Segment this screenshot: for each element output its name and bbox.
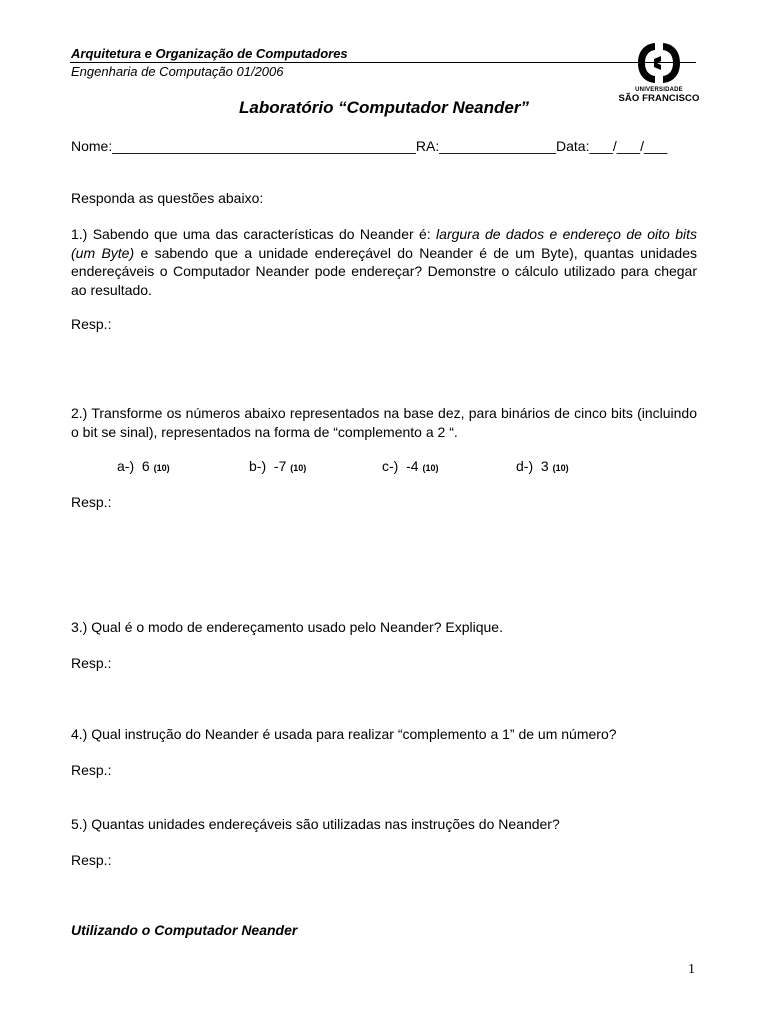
usf-emblem-icon [636, 40, 682, 86]
question-1-tail: e sabendo que a unidade endereçável do Neander é de um Byte), quantas unidades endereçáveis o Computador Neander pode endereçar? Demonstre o cálculo utilizado para chegar ao resultado. [71, 244, 697, 298]
option-a-value: 6 [141, 458, 150, 474]
option-c-base: (10) [422, 463, 439, 473]
question-5: 5.) Quantas unidades endereçáveis são utilizadas nas instruções do Neander? [71, 816, 560, 832]
page-number: 1 [688, 962, 695, 977]
option-a [117, 458, 170, 474]
option-c-value: -4 [406, 458, 419, 474]
answer-1-label: Resp.: [71, 316, 112, 332]
logo-text-universidade: UNIVERSIDADE [635, 87, 683, 93]
question-1 [71, 225, 697, 299]
option-c-label: c-) [382, 458, 399, 474]
question-1-emphasis: largura de dados e endereço de oito bits (um Byte) [71, 226, 697, 261]
option-b [249, 458, 306, 474]
student-info-line: Nome:_______________________________________RA:_______________Data:___/___/___ [71, 138, 668, 154]
answer-5-label: Resp.: [71, 852, 112, 868]
question-4: 4.) Qual instrução do Neander é usada para realizar “complemento a 1” de um número? [71, 726, 617, 742]
logo-text-sao-francisco: SÃO FRANCISCO [618, 93, 700, 104]
page-title: Laboratório “Computador Neander” [239, 98, 529, 117]
question-1-lead: 1.) Sabendo que uma das características do Neander é: [71, 226, 437, 242]
option-b-base: (10) [290, 463, 307, 473]
header-rule [70, 62, 696, 63]
answer-3-label: Resp.: [71, 655, 112, 671]
answer-2-label: Resp.: [71, 494, 112, 510]
course-name: Arquitetura e Organização de Computadores [71, 46, 348, 61]
program-name: Engenharia de Computação 01/2006 [71, 64, 284, 79]
option-d-base: (10) [552, 463, 569, 473]
option-d [516, 458, 569, 474]
instructions: Responda as questões abaixo: [71, 190, 264, 206]
option-d-value: 3 [540, 458, 549, 474]
section-heading: Utilizando o Computador Neander [71, 922, 298, 938]
option-a-base: (10) [153, 463, 170, 473]
option-c [382, 458, 438, 474]
answer-4-label: Resp.: [71, 762, 112, 778]
option-a-label: a-) [117, 458, 135, 474]
option-b-value: -7 [273, 458, 287, 474]
question-3: 3.) Qual é o modo de endereçamento usado pelo Neander? Explique. [71, 619, 503, 635]
option-d-label: d-) [516, 458, 534, 474]
question-2: 2.) Transforme os números abaixo representados na base dez, para binários de cinco bits (incluindo o bit se sinal), representados na forma de “complemento a 2 “. [71, 405, 697, 440]
option-b-label: b-) [249, 458, 267, 474]
